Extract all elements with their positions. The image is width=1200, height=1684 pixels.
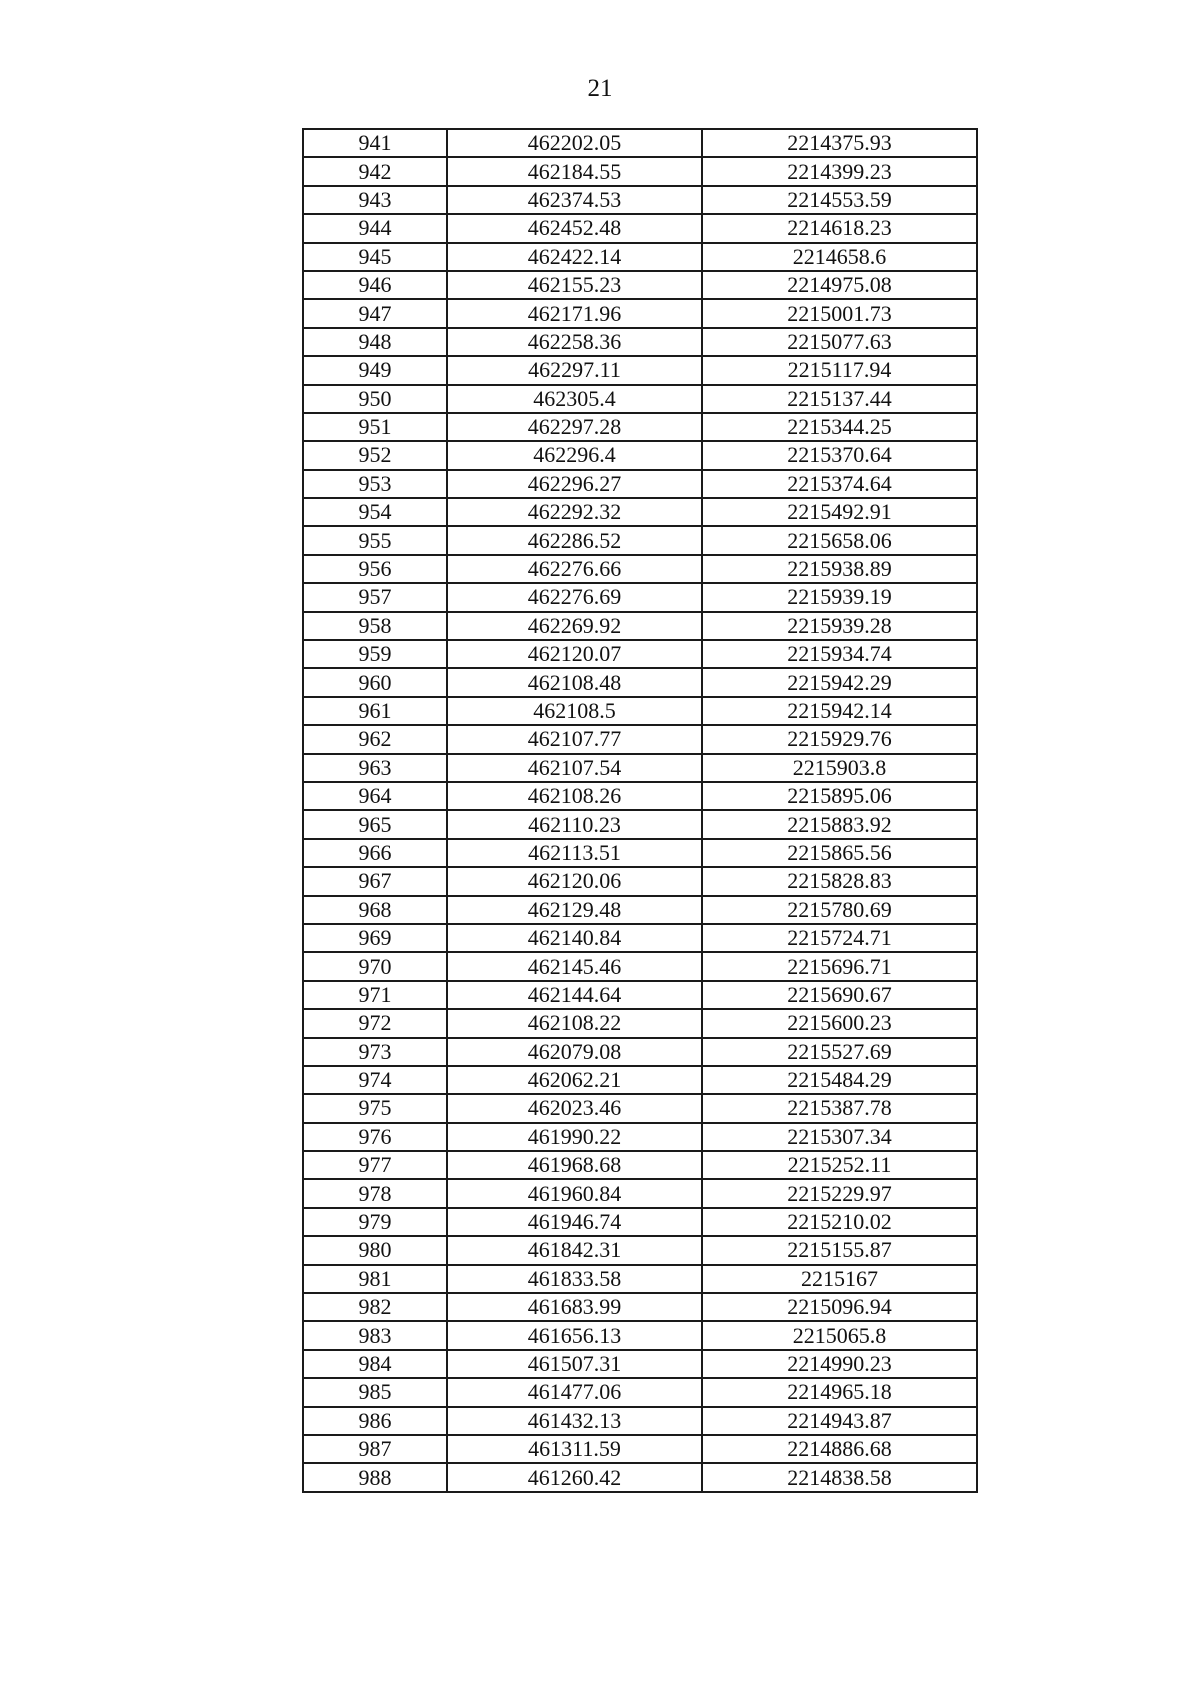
- point-number-cell: 973: [303, 1038, 447, 1066]
- point-number-cell: 967: [303, 867, 447, 895]
- table-row: [303, 1463, 977, 1491]
- y-coordinate-cell: 2215307.34: [702, 1123, 977, 1151]
- x-coordinate-cell: 461260.42: [447, 1463, 702, 1491]
- y-coordinate-cell: 2215929.76: [702, 725, 977, 753]
- x-coordinate-cell: 462110.23: [447, 810, 702, 838]
- y-coordinate-cell: 2215939.28: [702, 612, 977, 640]
- y-coordinate-cell: 2214886.68: [702, 1435, 977, 1463]
- x-coordinate-cell: 462305.4: [447, 385, 702, 413]
- y-coordinate-cell: 2215229.97: [702, 1179, 977, 1207]
- table-row: [303, 385, 977, 413]
- table-row: [303, 328, 977, 356]
- table-row: [303, 583, 977, 611]
- point-number-cell: 987: [303, 1435, 447, 1463]
- point-number-cell: 954: [303, 498, 447, 526]
- table-row: [303, 1350, 977, 1378]
- point-number-cell: 942: [303, 157, 447, 185]
- y-coordinate-cell: 2215938.89: [702, 555, 977, 583]
- table-row: [303, 1378, 977, 1406]
- point-number-cell: 972: [303, 1009, 447, 1037]
- point-number-cell: 974: [303, 1066, 447, 1094]
- x-coordinate-cell: 462276.69: [447, 583, 702, 611]
- y-coordinate-cell: 2215344.25: [702, 413, 977, 441]
- point-number-cell: 965: [303, 810, 447, 838]
- table-row: [303, 356, 977, 384]
- y-coordinate-cell: 2215077.63: [702, 328, 977, 356]
- x-coordinate-cell: 462296.27: [447, 470, 702, 498]
- point-number-cell: 975: [303, 1094, 447, 1122]
- x-coordinate-cell: 462079.08: [447, 1038, 702, 1066]
- x-coordinate-cell: 462145.46: [447, 952, 702, 980]
- table-row: [303, 299, 977, 327]
- point-number-cell: 960: [303, 668, 447, 696]
- y-coordinate-cell: 2215939.19: [702, 583, 977, 611]
- x-coordinate-cell: 462422.14: [447, 243, 702, 271]
- x-coordinate-cell: 462107.54: [447, 754, 702, 782]
- coordinate-table: [302, 128, 978, 1493]
- x-coordinate-cell: 461507.31: [447, 1350, 702, 1378]
- point-number-cell: 970: [303, 952, 447, 980]
- x-coordinate-cell: 462108.26: [447, 782, 702, 810]
- y-coordinate-cell: 2215387.78: [702, 1094, 977, 1122]
- x-coordinate-cell: 462120.07: [447, 640, 702, 668]
- x-coordinate-cell: 462120.06: [447, 867, 702, 895]
- table-row: [303, 555, 977, 583]
- x-coordinate-cell: 461960.84: [447, 1179, 702, 1207]
- y-coordinate-cell: 2215252.11: [702, 1151, 977, 1179]
- y-coordinate-cell: 2214658.6: [702, 243, 977, 271]
- table-row: [303, 697, 977, 725]
- y-coordinate-cell: 2215492.91: [702, 498, 977, 526]
- y-coordinate-cell: 2215903.8: [702, 754, 977, 782]
- y-coordinate-cell: 2215828.83: [702, 867, 977, 895]
- point-number-cell: 968: [303, 896, 447, 924]
- table-row: [303, 1038, 977, 1066]
- point-number-cell: 977: [303, 1151, 447, 1179]
- x-coordinate-cell: 461946.74: [447, 1208, 702, 1236]
- point-number-cell: 957: [303, 583, 447, 611]
- point-number-cell: 981: [303, 1265, 447, 1293]
- y-coordinate-cell: 2215117.94: [702, 356, 977, 384]
- point-number-cell: 986: [303, 1407, 447, 1435]
- x-coordinate-cell: 461683.99: [447, 1293, 702, 1321]
- x-coordinate-cell: 461311.59: [447, 1435, 702, 1463]
- table-row: [303, 1407, 977, 1435]
- table-row: [303, 1151, 977, 1179]
- point-number-cell: 983: [303, 1321, 447, 1349]
- y-coordinate-cell: 2215374.64: [702, 470, 977, 498]
- table-row: [303, 498, 977, 526]
- table-row: [303, 981, 977, 1009]
- table-row: [303, 1435, 977, 1463]
- x-coordinate-cell: 462292.32: [447, 498, 702, 526]
- table-row: [303, 526, 977, 554]
- point-number-cell: 951: [303, 413, 447, 441]
- y-coordinate-cell: 2215942.29: [702, 668, 977, 696]
- table-row: [303, 725, 977, 753]
- x-coordinate-cell: 462023.46: [447, 1094, 702, 1122]
- y-coordinate-cell: 2215658.06: [702, 526, 977, 554]
- point-number-cell: 971: [303, 981, 447, 1009]
- y-coordinate-cell: 2215690.67: [702, 981, 977, 1009]
- y-coordinate-cell: 2214618.23: [702, 214, 977, 242]
- table-row: [303, 214, 977, 242]
- table-row: [303, 952, 977, 980]
- table-row: [303, 668, 977, 696]
- y-coordinate-cell: 2215883.92: [702, 810, 977, 838]
- table-row: [303, 640, 977, 668]
- point-number-cell: 984: [303, 1350, 447, 1378]
- x-coordinate-cell: 462108.5: [447, 697, 702, 725]
- x-coordinate-cell: 462140.84: [447, 924, 702, 952]
- y-coordinate-cell: 2215484.29: [702, 1066, 977, 1094]
- x-coordinate-cell: 462286.52: [447, 526, 702, 554]
- point-number-cell: 985: [303, 1378, 447, 1406]
- y-coordinate-cell: 2215780.69: [702, 896, 977, 924]
- x-coordinate-cell: 462108.48: [447, 668, 702, 696]
- point-number-cell: 945: [303, 243, 447, 271]
- point-number-cell: 955: [303, 526, 447, 554]
- x-coordinate-cell: 461477.06: [447, 1378, 702, 1406]
- point-number-cell: 946: [303, 271, 447, 299]
- table-row: [303, 1236, 977, 1264]
- x-coordinate-cell: 462297.28: [447, 413, 702, 441]
- point-number-cell: 948: [303, 328, 447, 356]
- point-number-cell: 961: [303, 697, 447, 725]
- point-number-cell: 950: [303, 385, 447, 413]
- table-row: [303, 470, 977, 498]
- table-row: [303, 810, 977, 838]
- y-coordinate-cell: 2214990.23: [702, 1350, 977, 1378]
- y-coordinate-cell: 2215096.94: [702, 1293, 977, 1321]
- y-coordinate-cell: 2214975.08: [702, 271, 977, 299]
- table-row: [303, 896, 977, 924]
- point-number-cell: 988: [303, 1463, 447, 1491]
- table-row: [303, 1208, 977, 1236]
- table-row: [303, 1094, 977, 1122]
- x-coordinate-cell: 462258.36: [447, 328, 702, 356]
- table-row: [303, 782, 977, 810]
- table-row: [303, 1179, 977, 1207]
- x-coordinate-cell: 462269.92: [447, 612, 702, 640]
- table-row: [303, 612, 977, 640]
- table-row: [303, 1123, 977, 1151]
- point-number-cell: 956: [303, 555, 447, 583]
- table-row: [303, 186, 977, 214]
- y-coordinate-cell: 2214838.58: [702, 1463, 977, 1491]
- y-coordinate-cell: 2215724.71: [702, 924, 977, 952]
- x-coordinate-cell: 461656.13: [447, 1321, 702, 1349]
- point-number-cell: 978: [303, 1179, 447, 1207]
- y-coordinate-cell: 2215934.74: [702, 640, 977, 668]
- x-coordinate-cell: 462171.96: [447, 299, 702, 327]
- x-coordinate-cell: 461990.22: [447, 1123, 702, 1151]
- x-coordinate-cell: 462276.66: [447, 555, 702, 583]
- y-coordinate-cell: 2215167: [702, 1265, 977, 1293]
- x-coordinate-cell: 461432.13: [447, 1407, 702, 1435]
- y-coordinate-cell: 2215370.64: [702, 441, 977, 469]
- y-coordinate-cell: 2215865.56: [702, 839, 977, 867]
- x-coordinate-cell: 461842.31: [447, 1236, 702, 1264]
- x-coordinate-cell: 461833.58: [447, 1265, 702, 1293]
- table-row: [303, 924, 977, 952]
- x-coordinate-cell: 462297.11: [447, 356, 702, 384]
- point-number-cell: 976: [303, 1123, 447, 1151]
- table-row: [303, 1293, 977, 1321]
- x-coordinate-cell: 461968.68: [447, 1151, 702, 1179]
- x-coordinate-cell: 462113.51: [447, 839, 702, 867]
- point-number-cell: 966: [303, 839, 447, 867]
- x-coordinate-cell: 462144.64: [447, 981, 702, 1009]
- point-number-cell: 964: [303, 782, 447, 810]
- x-coordinate-cell: 462184.55: [447, 157, 702, 185]
- table-row: [303, 243, 977, 271]
- table-row: [303, 867, 977, 895]
- y-coordinate-cell: 2214965.18: [702, 1378, 977, 1406]
- table-row: [303, 413, 977, 441]
- x-coordinate-cell: 462202.05: [447, 129, 702, 157]
- table-row: [303, 839, 977, 867]
- point-number-cell: 952: [303, 441, 447, 469]
- point-number-cell: 982: [303, 1293, 447, 1321]
- page-number: 21: [587, 75, 613, 102]
- table-row: [303, 129, 977, 157]
- y-coordinate-cell: 2215155.87: [702, 1236, 977, 1264]
- point-number-cell: 944: [303, 214, 447, 242]
- point-number-cell: 947: [303, 299, 447, 327]
- y-coordinate-cell: 2214399.23: [702, 157, 977, 185]
- point-number-cell: 979: [303, 1208, 447, 1236]
- y-coordinate-cell: 2215600.23: [702, 1009, 977, 1037]
- x-coordinate-cell: 462108.22: [447, 1009, 702, 1037]
- y-coordinate-cell: 2214943.87: [702, 1407, 977, 1435]
- coordinate-table-body: [303, 129, 977, 1492]
- y-coordinate-cell: 2214375.93: [702, 129, 977, 157]
- y-coordinate-cell: 2215696.71: [702, 952, 977, 980]
- y-coordinate-cell: 2215210.02: [702, 1208, 977, 1236]
- y-coordinate-cell: 2215895.06: [702, 782, 977, 810]
- x-coordinate-cell: 462155.23: [447, 271, 702, 299]
- table-row: [303, 754, 977, 782]
- table-row: [303, 441, 977, 469]
- y-coordinate-cell: 2215527.69: [702, 1038, 977, 1066]
- x-coordinate-cell: 462374.53: [447, 186, 702, 214]
- y-coordinate-cell: 2215001.73: [702, 299, 977, 327]
- point-number-cell: 980: [303, 1236, 447, 1264]
- table-row: [303, 1265, 977, 1293]
- table-row: [303, 1321, 977, 1349]
- x-coordinate-cell: 462452.48: [447, 214, 702, 242]
- point-number-cell: 958: [303, 612, 447, 640]
- point-number-cell: 949: [303, 356, 447, 384]
- point-number-cell: 962: [303, 725, 447, 753]
- x-coordinate-cell: 462062.21: [447, 1066, 702, 1094]
- y-coordinate-cell: 2214553.59: [702, 186, 977, 214]
- table-row: [303, 1009, 977, 1037]
- table-row: [303, 271, 977, 299]
- point-number-cell: 959: [303, 640, 447, 668]
- y-coordinate-cell: 2215942.14: [702, 697, 977, 725]
- point-number-cell: 969: [303, 924, 447, 952]
- x-coordinate-cell: 462107.77: [447, 725, 702, 753]
- point-number-cell: 953: [303, 470, 447, 498]
- point-number-cell: 943: [303, 186, 447, 214]
- y-coordinate-cell: 2215065.8: [702, 1321, 977, 1349]
- x-coordinate-cell: 462129.48: [447, 896, 702, 924]
- table-row: [303, 1066, 977, 1094]
- y-coordinate-cell: 2215137.44: [702, 385, 977, 413]
- table-row: [303, 157, 977, 185]
- point-number-cell: 963: [303, 754, 447, 782]
- point-number-cell: 941: [303, 129, 447, 157]
- x-coordinate-cell: 462296.4: [447, 441, 702, 469]
